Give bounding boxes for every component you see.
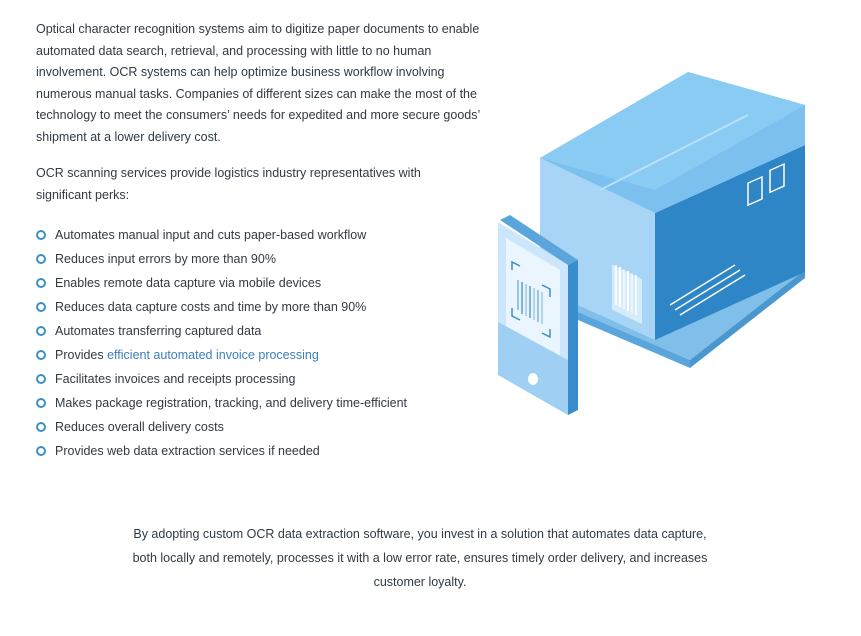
closing-paragraph: By adopting custom OCR data extraction software, you invest in a solution that automates data capture, both locally and remotely, processes it with a low error rate, ensures timely order delivery, and increases customer loyalty. (132, 527, 708, 589)
intro-paragraph: Optical character recognition systems aim to digitize paper documents to enable automated data search, retrieval, and processing with little to no human involvement. OCR systems can help optimize business workflow involving numerous manual tasks. Companies of different sizes can make the most of the technology to meet the consumers’ needs for expedited and more secure goods’ shipment at a lower delivery cost. (36, 22, 480, 144)
circle-bullet-icon (36, 374, 46, 384)
list-item (36, 297, 407, 321)
circle-bullet-icon (36, 302, 46, 312)
circle-bullet-icon (36, 230, 46, 240)
circle-bullet-icon (36, 326, 46, 336)
list-item (36, 273, 407, 297)
list-item (36, 369, 407, 393)
circle-bullet-icon (36, 350, 46, 360)
perks-intro: OCR scanning services provide logistics industry representatives with significant perks: (36, 166, 421, 202)
list-item (36, 417, 407, 441)
perk-text: Provides web data extraction services if needed (55, 444, 320, 458)
list-item (36, 345, 407, 369)
perk-text: Reduces overall delivery costs (55, 420, 224, 434)
circle-bullet-icon (36, 278, 46, 288)
circle-bullet-icon (36, 422, 46, 432)
list-item (36, 249, 407, 273)
perk-text: Reduces data capture costs and time by more than 90% (55, 300, 367, 314)
phone-home-button (528, 373, 538, 385)
perk-text: Makes package registration, tracking, and delivery time-efficient (55, 396, 408, 410)
perk-text: Automates manual input and cuts paper-based workflow (55, 228, 367, 242)
list-item (36, 225, 407, 249)
circle-bullet-icon (36, 398, 46, 408)
perk-text: Enables remote data capture via mobile devices (55, 276, 322, 290)
invoice-processing-link[interactable]: efficient automated invoice processing (107, 348, 319, 362)
package-scan-svg (490, 60, 820, 420)
perk-prefix: Provides (55, 348, 108, 362)
circle-bullet-icon (36, 446, 46, 456)
list-item (36, 393, 407, 417)
perk-text: Facilitates invoices and receipts processing (55, 372, 296, 386)
circle-bullet-icon (36, 254, 46, 264)
perk-text: Reduces input errors by more than 90% (55, 252, 276, 266)
perks-list (36, 225, 407, 465)
perk-text: Automates transferring captured data (55, 324, 262, 338)
package-scan-illustration (490, 60, 820, 420)
list-item (36, 321, 407, 345)
list-item (36, 441, 407, 465)
